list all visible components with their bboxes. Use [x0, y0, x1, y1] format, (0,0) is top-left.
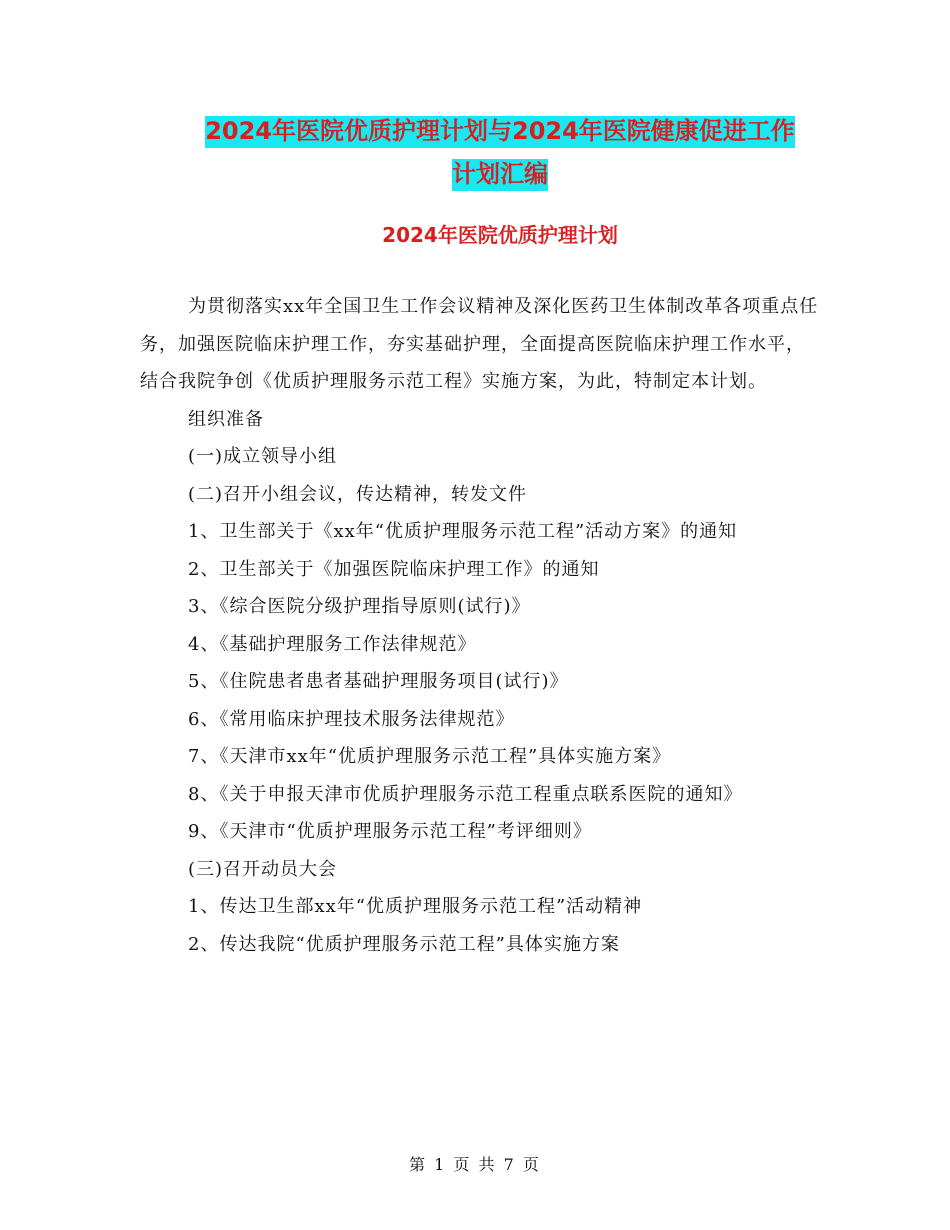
list-item: 1、传达卫生部xx年“优质护理服务示范工程”活动精神 — [188, 896, 643, 917]
document-body — [140, 288, 820, 963]
list-item: 4、《基础护理服务工作法律规范》 — [188, 633, 477, 655]
section-title: 2024年医院优质护理计划 — [382, 223, 618, 247]
list-item: 2、卫生部关于《加强医院临床护理工作》的通知 — [188, 558, 600, 580]
list-item: 9、《天津市“优质护理服务示范工程”考评细则》 — [188, 821, 592, 842]
list-item: 7、《天津市xx年“优质护理服务示范工程”具体实施方案》 — [188, 746, 672, 767]
document-title-line1: 2024年医院优质护理计划与2024年医院健康促进工作 — [205, 116, 795, 148]
list-item: (一)成立领导小组 — [188, 446, 338, 467]
list-item: (三)召开动员大会 — [188, 858, 338, 880]
list-item: 5、《住院患者患者基础护理服务项目(试行)》 — [188, 671, 569, 692]
document-title — [140, 110, 860, 196]
heading-organization-prep: 组织准备 — [188, 408, 264, 430]
list-item: 6、《常用临床护理技术服务法律规范》 — [188, 708, 515, 730]
document-title-line2: 计划汇编 — [452, 159, 548, 191]
list-item: (二)召开小组会议，传达精神，转发文件 — [188, 483, 528, 505]
list-item: 8、《关于申报天津市优质护理服务示范工程重点联系医院的通知》 — [188, 783, 743, 805]
intro-paragraph: 为贯彻落实xx年全国卫生工作会议精神及深化医药卫生体制改革各项重点任务，加强医院临床护理工作，夯实基础护理，全面提高医院临床护理工作水平，结合我院争创《优质护理服务示范工程》实施方案，为此，特制定本计划。 — [140, 296, 819, 392]
list-item: 2、传达我院“优质护理服务示范工程”具体实施方案 — [188, 933, 620, 955]
list-item: 3、《综合医院分级护理指导原则(试行)》 — [188, 596, 531, 617]
list-item: 1、卫生部关于《xx年“优质护理服务示范工程”活动方案》的通知 — [188, 521, 738, 542]
page-number-footer: 第 1 页 共 7 页 — [409, 1155, 541, 1174]
